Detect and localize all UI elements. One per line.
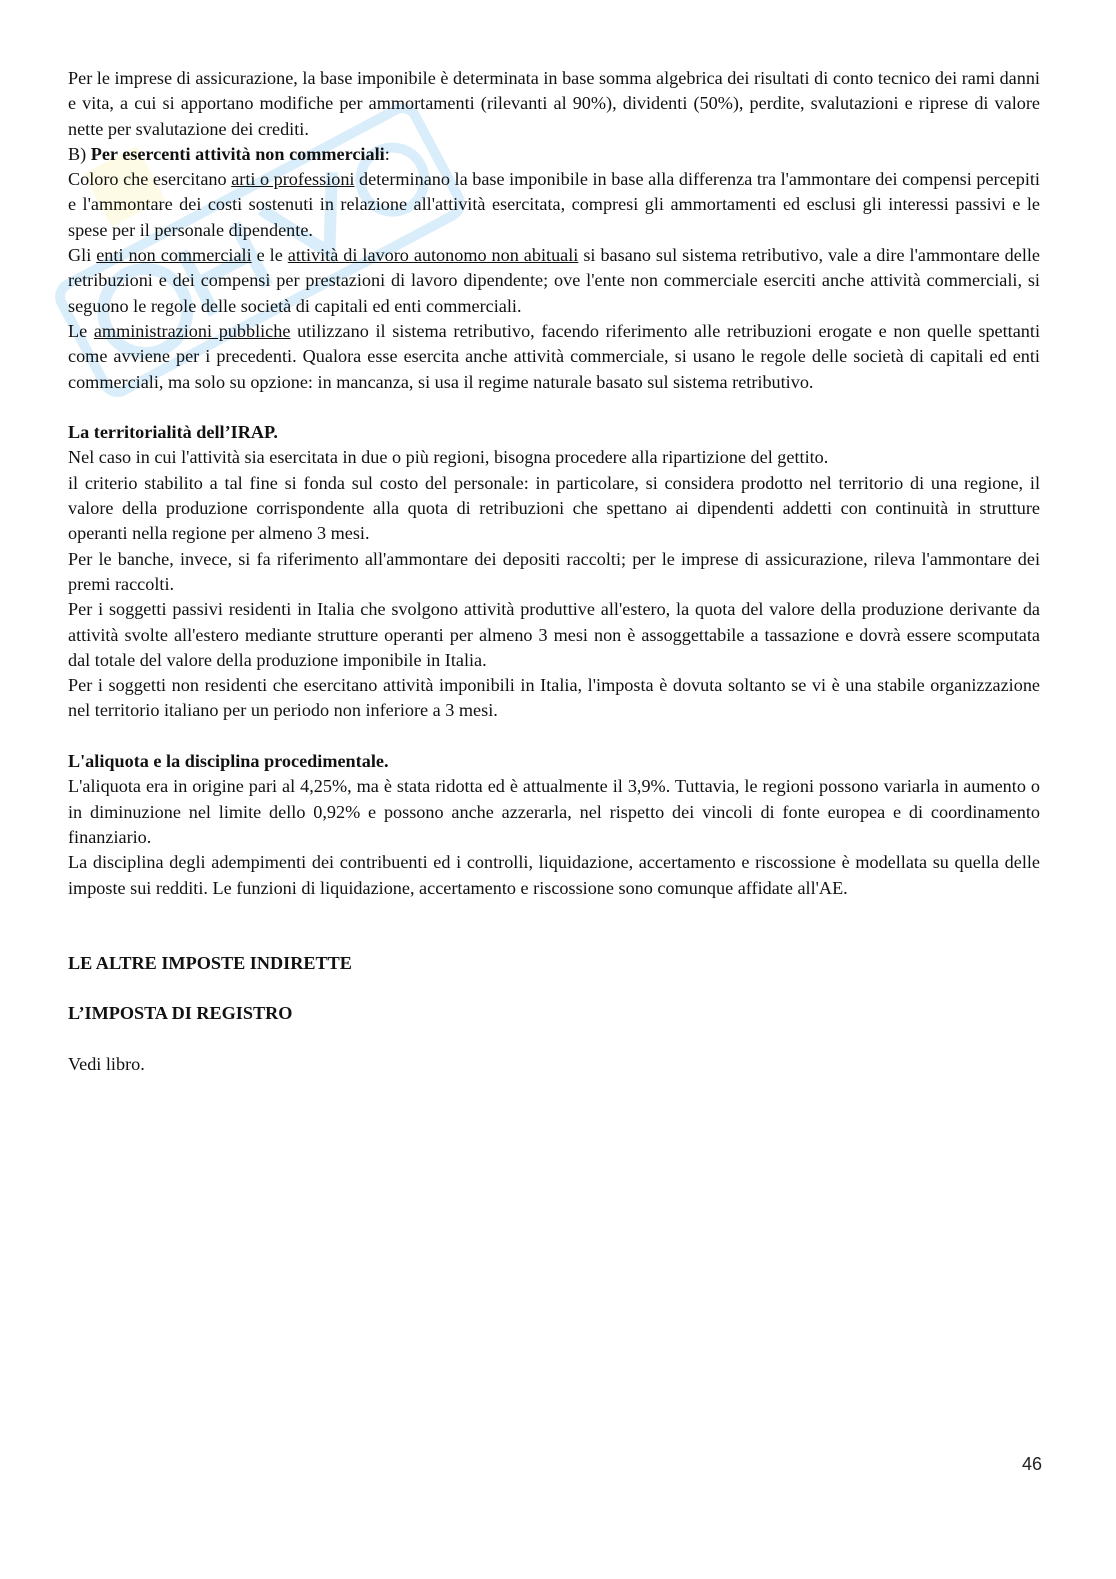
paragraph-assicurazione: Per le imprese di assicurazione, la base imponibile è determinata in base somma algebrica dei risultati di conto tecnico dei rami danni e vita, a cui si apportano modifiche per ammortamenti (rilevanti al 90%), dividenti (50%), perdite, svalutazioni e riprese di valore nette per svalutazione dei crediti. <box>68 68 1040 139</box>
paragraph-ripartizione: Nel caso in cui l'attività sia esercitata in due o più regioni, bisogna procedere alla ripartizione del gettito. <box>68 447 829 468</box>
paragraph-residenti: Per i soggetti passivi residenti in Italia che svolgono attività produttive all'estero, la quota del valore della produzione derivante da attività svolte all'estero mediante strutture operanti per almeno 3 mesi non è assoggettabile a tassazione e dovrà essere scomputata dal totale del valore della produzione imponibile in Italia. <box>68 599 1040 670</box>
spacer <box>68 724 1040 749</box>
text-run: si basano sul sistema retributivo, vale a dire l'ammontare delle retribuzioni e dei compensi per prestazioni di lavoro dipendente; ove l'ente non commerciale eserciti anche attività commerciali, si seguono le regole delle società di capitali ed enti commerciali. <box>68 245 1041 316</box>
text-run: Le <box>68 320 94 341</box>
paragraph-arti-professioni <box>68 167 1040 243</box>
text-run: determinano la base imponibile in base alla differenza tra l'ammontare dei compensi percepiti e l'ammontare dei costi sostenuti in relazione all'attività esercitata, compresi gli ammortamenti ed esclusi gli interessi passivi e le spese per il personale dipendente. <box>68 169 1040 240</box>
underlined-term: attività di lavoro autonomo non abituali <box>287 245 579 266</box>
spacer <box>68 901 1040 951</box>
text-run: utilizzano il sistema retributivo, facendo riferimento alle retribuzioni erogate e non quelle spettanti come avviene per i precedenti. Qualora esse esercita anche attività commerciale, si usano le regole delle società di capitali ed enti commerciali, ma solo su opzione: in mancanza, si usa il regime naturale basato sul sistema retributivo. <box>68 320 1040 392</box>
paragraph-vedi-libro: Vedi libro. <box>68 1053 145 1074</box>
paragraph-criterio: il criterio stabilito a tal fine si fonda sul costo del personale: in particolare, si considera prodotto nel territorio di una regione, il valore della produzione corrispondente alla quota di retribuzioni che spettano ai dipendenti addetti con continuità in strutture operanti nella regione per almeno 3 mesi. <box>68 472 1040 544</box>
paragraph-section-b <box>68 142 1040 167</box>
paragraph-non-residenti: Per i soggetti non residenti che esercitano attività imponibili in Italia, l'imposta è dovuta soltanto se vi è una stabile organizzazione nel territorio italiano per un periodo non inferiore a 3 mesi. <box>68 675 1040 721</box>
heading-aliquota: L'aliquota e la disciplina procedimentale. <box>68 751 389 772</box>
paragraph-amministrazioni-pubbliche <box>68 319 1040 395</box>
paragraph-disciplina: La disciplina degli adempimenti dei contribuenti ed i controlli, liquidazione, accertamento e riscossione è modellata su quella delle imposte sui redditi. Le funzioni di liquidazione, accertamento e riscossione sono comunque affidate all'AE. <box>68 852 1040 898</box>
heading-imposta-registro: L’IMPOSTA DI REGISTRO <box>68 1003 293 1024</box>
text-run: Coloro che esercitano <box>68 169 232 190</box>
paragraph-enti-non-commerciali <box>68 243 1040 319</box>
page-number: 46 <box>1021 1454 1042 1474</box>
document-body <box>68 66 1040 1077</box>
underlined-term: enti non commerciali <box>96 245 252 266</box>
section-b-title: Per esercenti attività non commerciali <box>90 143 385 164</box>
heading-territorialita: La territorialità dell’IRAP. <box>68 422 278 443</box>
text-run: e le <box>251 245 288 266</box>
underlined-term: arti o professioni <box>231 169 355 190</box>
spacer <box>68 395 1040 420</box>
spacer <box>68 976 1040 1001</box>
section-b-colon: : <box>384 143 390 164</box>
underlined-term: amministrazioni pubbliche <box>93 320 291 341</box>
paragraph-banche: Per le banche, invece, si fa riferimento all'ammontare dei depositi raccolti; per le imprese di assicurazione, rileva l'ammontare dei premi raccolti. <box>68 548 1040 594</box>
heading-altre-imposte: LE ALTRE IMPOSTE INDIRETTE <box>68 952 352 973</box>
text-run: Gli <box>68 245 97 266</box>
paragraph-aliquota: L'aliquota era in origine pari al 4,25%, ma è stata ridotta ed è attualmente il 3,9%. Tuttavia, le regioni possono variarla in aumento o in diminuzione nel limite dello 0,92% e possono anche azzerarla, nel rispetto dei vincoli di fonte europea e di coordinamento finanziario. <box>68 776 1040 847</box>
spacer <box>68 1027 1040 1052</box>
section-b-prefix: B) <box>68 143 87 164</box>
